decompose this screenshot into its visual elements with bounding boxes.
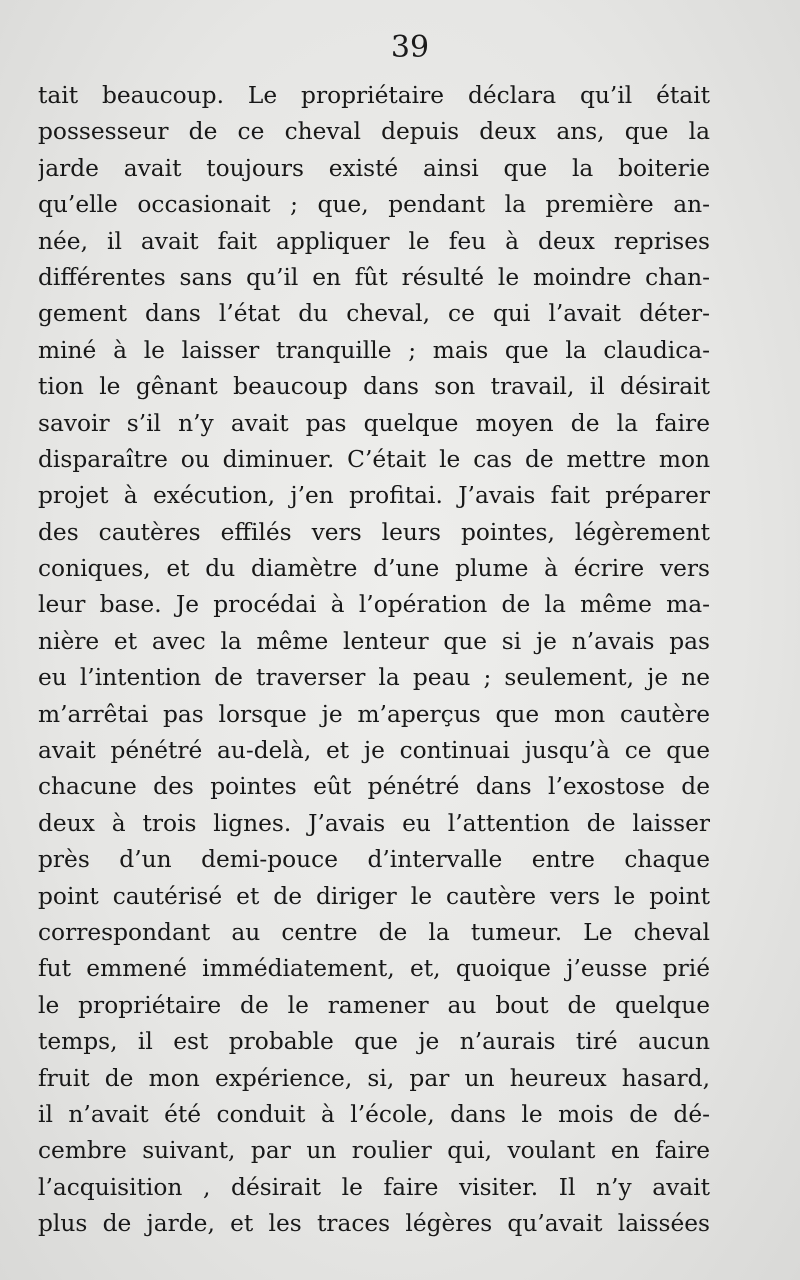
text-line: point cautérisé et de diriger le cautère vers le point — [38, 882, 710, 910]
text-line: avait pénétré au-delà, et je continuai jusqu’à ce que — [38, 737, 710, 765]
page-number: 39 — [390, 30, 430, 65]
text-line: jarde avait toujours existé ainsi que la boiterie — [38, 154, 710, 182]
text-line: fut emmené immédiatement, et, quoique j’eusse prié — [38, 955, 710, 983]
text-line: disparaître ou diminuer. C’était le cas de mettre mon — [38, 445, 710, 473]
text-line: deux à trois lignes. J’avais eu l’attention de laisser — [38, 809, 710, 837]
text-line: coniques, et du diamètre d’une plume à écrire vers — [38, 555, 710, 583]
text-line: le propriétaire de le ramener au bout de quelque — [38, 991, 710, 1019]
text-line: leur base. Je procédai à l’opération de la même ma- — [38, 591, 710, 619]
text-line: plus de jarde, et les traces légères qu’avait laissées — [38, 1210, 710, 1238]
text-line: tion le gênant beaucoup dans son travail, il désirait — [38, 373, 710, 401]
text-line: nière et avec la même lenteur que si je n’avais pas — [38, 627, 710, 655]
text-line: l’acquisition , désirait le faire visiter. Il n’y avait — [38, 1173, 710, 1201]
text-line: temps, il est probable que je n’aurais tiré aucun — [38, 1028, 710, 1056]
text-line: possesseur de ce cheval depuis deux ans, que la — [38, 118, 710, 146]
text-line: m’arrêtai pas lorsque je m’aperçus que mon cautère — [38, 700, 710, 728]
text-line: projet à exécution, j’en profitai. J’avais fait préparer — [38, 482, 710, 510]
text-line: qu’elle occasionait ; que, pendant la première an- — [38, 191, 710, 219]
text-line: miné à le laisser tranquille ; mais que la claudica- — [38, 336, 710, 364]
text-line: eu l’intention de traverser la peau ; seulement, je ne — [38, 664, 710, 692]
text-line: cembre suivant, par un roulier qui, voulant en faire — [38, 1137, 710, 1165]
text-line: savoir s’il n’y avait pas quelque moyen de la faire — [38, 409, 710, 437]
text-line: des cautères effilés vers leurs pointes, légèrement — [38, 518, 710, 546]
text-line: fruit de mon expérience, si, par un heureux hasard, — [38, 1064, 710, 1092]
text-line: différentes sans qu’il en fût résulté le moindre chan- — [38, 263, 710, 291]
text-line: chacune des pointes eût pénétré dans l’exostose de — [38, 773, 710, 801]
text-line: correspondant au centre de la tumeur. Le cheval — [38, 918, 710, 946]
body-text — [38, 78, 710, 1243]
text-line: gement dans l’état du cheval, ce qui l’avait déter- — [38, 300, 710, 328]
text-line: née, il avait fait appliquer le feu à deux reprises — [38, 227, 710, 255]
text-line: il n’avait été conduit à l’école, dans le mois de dé- — [38, 1100, 710, 1128]
text-line: près d’un demi-pouce d’intervalle entre chaque — [38, 846, 710, 874]
text-line: tait beaucoup. Le propriétaire déclara qu’il était — [38, 82, 710, 109]
